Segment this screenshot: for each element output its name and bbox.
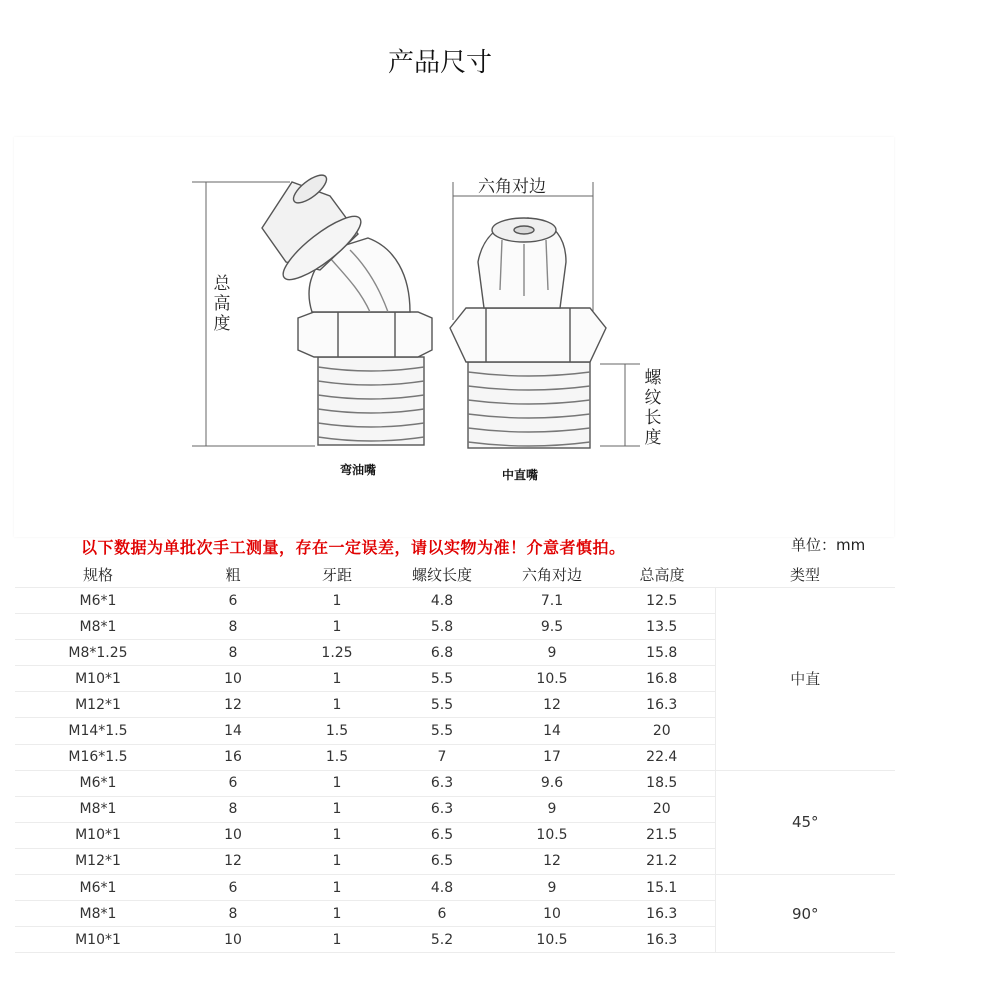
- table-cell: 1: [285, 614, 389, 640]
- table-cell: 14: [495, 718, 609, 744]
- table-cell: 10.5: [495, 927, 609, 953]
- table-cell: M10*1: [15, 822, 181, 848]
- table-cell: 1: [285, 875, 389, 901]
- table-cell: 6.5: [389, 848, 495, 874]
- table-cell: 6: [181, 875, 285, 901]
- type-cell: 90°: [715, 875, 895, 953]
- hex-across-flats-label: 六角对边: [478, 177, 546, 197]
- table-cell: M12*1: [15, 848, 181, 874]
- straight-nozzle-caption: 中直嘴: [502, 468, 539, 482]
- table-cell: 6.5: [389, 822, 495, 848]
- table-cell: 22.4: [609, 744, 715, 770]
- table-cell: 8: [181, 614, 285, 640]
- table-cell: 6.3: [389, 770, 495, 796]
- table-cell: 9.5: [495, 614, 609, 640]
- table-cell: 1.5: [285, 744, 389, 770]
- table-cell: 1: [285, 901, 389, 927]
- table-cell: M8*1: [15, 796, 181, 822]
- bent-nozzle-caption: 弯油嘴: [340, 463, 377, 477]
- table-cell: M8*1: [15, 901, 181, 927]
- table-row: [15, 770, 895, 796]
- table-cell: 5.5: [389, 718, 495, 744]
- table-cell: 1: [285, 796, 389, 822]
- col-hex: 六角对边: [495, 562, 609, 588]
- table-cell: 10.5: [495, 666, 609, 692]
- table-cell: 5.5: [389, 692, 495, 718]
- table-header-row: [15, 562, 895, 588]
- table-cell: 6: [181, 588, 285, 614]
- table-cell: 1: [285, 822, 389, 848]
- table-cell: 9.6: [495, 770, 609, 796]
- table-cell: 16.8: [609, 666, 715, 692]
- table-cell: 1: [285, 848, 389, 874]
- col-diameter: 粗: [181, 562, 285, 588]
- table-cell: 9: [495, 640, 609, 666]
- total-height-label: 总 高 度: [213, 274, 231, 334]
- table-cell: 10.5: [495, 822, 609, 848]
- table-cell: 16.3: [609, 692, 715, 718]
- table-cell: 9: [495, 796, 609, 822]
- table-cell: M12*1: [15, 692, 181, 718]
- table-cell: 12: [181, 692, 285, 718]
- table-cell: M8*1: [15, 614, 181, 640]
- table-cell: M10*1: [15, 666, 181, 692]
- table-cell: 17: [495, 744, 609, 770]
- col-type: 类型: [715, 562, 895, 588]
- col-total-height: 总高度: [609, 562, 715, 588]
- measurement-notice: 以下数据为单批次手工测量，存在一定误差，请以实物为准！介意者慎拍。: [81, 538, 626, 557]
- table-cell: 14: [181, 718, 285, 744]
- thread-length-label: 螺 纹 长 度: [644, 368, 662, 448]
- table-cell: 6: [389, 901, 495, 927]
- table-cell: 10: [181, 822, 285, 848]
- table-cell: 4.8: [389, 875, 495, 901]
- table-cell: 6: [181, 770, 285, 796]
- table-cell: 1: [285, 692, 389, 718]
- col-thread-length: 螺纹长度: [389, 562, 495, 588]
- col-pitch: 牙距: [285, 562, 389, 588]
- table-cell: 12: [495, 692, 609, 718]
- spec-table-body: [15, 588, 895, 953]
- table-cell: 1.25: [285, 640, 389, 666]
- table-cell: 7.1: [495, 588, 609, 614]
- table-cell: 12: [181, 848, 285, 874]
- type-cell: 中直: [715, 588, 895, 771]
- straight-nozzle-head: [478, 218, 566, 308]
- table-cell: 9: [495, 875, 609, 901]
- table-cell: 20: [609, 796, 715, 822]
- table-row: [15, 875, 895, 901]
- table-cell: 1: [285, 588, 389, 614]
- straight-nozzle-hex: [450, 308, 606, 362]
- table-cell: 7: [389, 744, 495, 770]
- table-cell: M6*1: [15, 588, 181, 614]
- col-spec: 规格: [15, 562, 181, 588]
- table-cell: 10: [495, 901, 609, 927]
- table-cell: 12.5: [609, 588, 715, 614]
- table-cell: M8*1.25: [15, 640, 181, 666]
- table-cell: 6.3: [389, 796, 495, 822]
- spec-table: [15, 562, 895, 953]
- table-cell: 20: [609, 718, 715, 744]
- table-cell: 8: [181, 640, 285, 666]
- table-cell: M10*1: [15, 927, 181, 953]
- table-cell: 4.8: [389, 588, 495, 614]
- table-cell: 21.2: [609, 848, 715, 874]
- table-cell: 21.5: [609, 822, 715, 848]
- table-cell: 1: [285, 666, 389, 692]
- table-cell: 5.2: [389, 927, 495, 953]
- unit-label: 单位：mm: [791, 536, 866, 554]
- bent-nozzle-hex: [298, 312, 432, 357]
- type-cell: 45°: [715, 770, 895, 874]
- table-cell: 6.8: [389, 640, 495, 666]
- table-cell: M6*1: [15, 875, 181, 901]
- table-cell: 1: [285, 927, 389, 953]
- table-cell: 1.5: [285, 718, 389, 744]
- table-cell: 5.5: [389, 666, 495, 692]
- table-cell: 15.8: [609, 640, 715, 666]
- table-cell: 18.5: [609, 770, 715, 796]
- page-title: 产品尺寸: [387, 48, 492, 78]
- table-cell: 10: [181, 927, 285, 953]
- table-cell: 10: [181, 666, 285, 692]
- table-cell: 16.3: [609, 927, 715, 953]
- table-cell: 15.1: [609, 875, 715, 901]
- table-cell: M16*1.5: [15, 744, 181, 770]
- table-cell: 5.8: [389, 614, 495, 640]
- table-cell: M14*1.5: [15, 718, 181, 744]
- table-cell: 8: [181, 796, 285, 822]
- table-cell: 1: [285, 770, 389, 796]
- table-cell: M6*1: [15, 770, 181, 796]
- straight-nozzle-thread: [468, 362, 590, 448]
- table-cell: 8: [181, 901, 285, 927]
- bent-nozzle-thread: [318, 357, 424, 445]
- table-cell: 12: [495, 848, 609, 874]
- table-cell: 13.5: [609, 614, 715, 640]
- table-cell: 16.3: [609, 901, 715, 927]
- table-row: [15, 588, 895, 614]
- table-cell: 16: [181, 744, 285, 770]
